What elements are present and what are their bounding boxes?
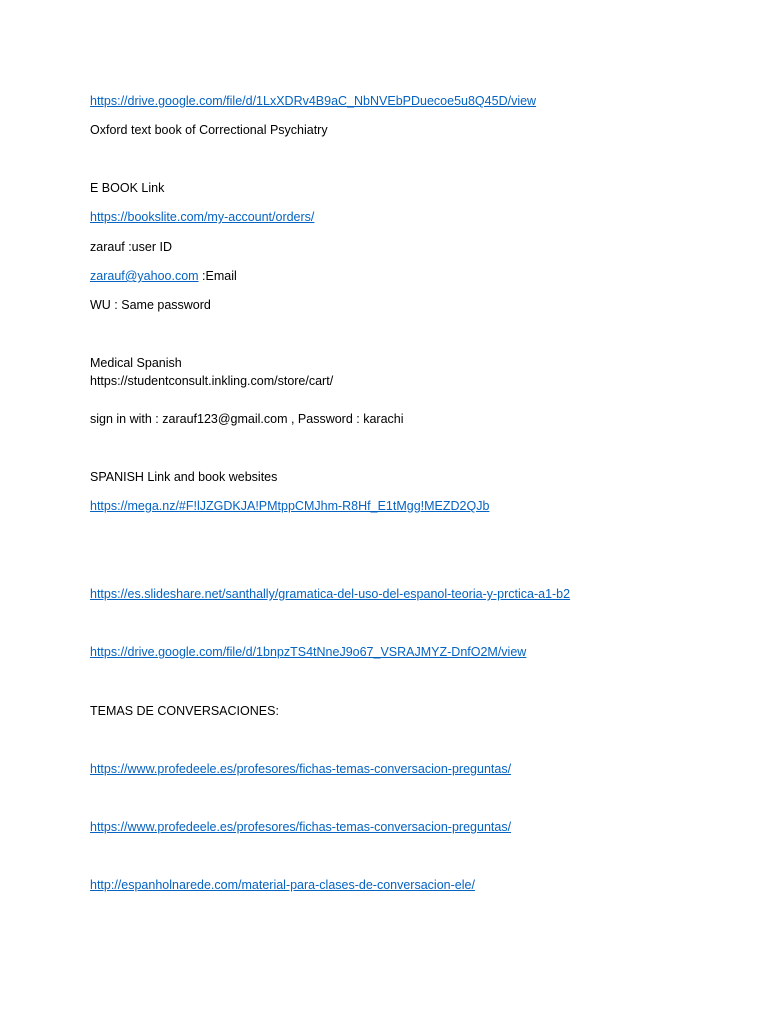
sign-in-text: sign in with : zarauf123@gmail.com , Password : karachi	[90, 412, 404, 426]
oxford-title: Oxford text book of Correctional Psychiatry	[90, 123, 328, 137]
user-id-text: zarauf :user ID	[90, 240, 172, 254]
slideshare-link[interactable]: https://es.slideshare.net/santhally/gramatica-del-uso-del-espanol-teoria-y-prctica-a1-b2	[90, 587, 571, 601]
email-suffix: :Email	[198, 269, 237, 283]
profedeele-link-1-line	[90, 761, 511, 777]
slideshare-link-line	[90, 586, 570, 602]
mega-link[interactable]: https://mega.nz/#F!lJZGDKJA!PMtppCMJhm-R8Hf_E1tMgg!MEZD2QJb	[90, 499, 490, 513]
drive-link-1[interactable]: https://drive.google.com/file/d/1LxXDRv4B9aC_NbNVEbPDuecoe5u8Q45D/view	[90, 94, 537, 108]
studentconsult-url-text: https://studentconsult.inkling.com/store/cart/	[90, 374, 334, 388]
spanish-heading: SPANISH Link and book websites	[90, 470, 278, 484]
medical-spanish-heading: Medical Spanish	[90, 356, 182, 370]
wu-password-text: WU : Same password	[90, 298, 211, 312]
email-line	[90, 268, 237, 284]
mega-link-line	[90, 498, 489, 514]
ebook-heading: E BOOK Link	[90, 181, 165, 195]
espanholnarede-link-line	[90, 877, 475, 893]
drive-link-1-line	[90, 93, 536, 109]
drive-link-2[interactable]: https://drive.google.com/file/d/1bnpzTS4tNneJ9o67_VSRAJMYZ-DnfO2M/view	[90, 645, 527, 659]
drive-link-2-line	[90, 644, 526, 660]
bookslite-link[interactable]: https://bookslite.com/my-account/orders/	[90, 210, 315, 224]
espanholnarede-link[interactable]: http://espanholnarede.com/material-para-clases-de-conversacion-ele/	[90, 878, 475, 892]
bookslite-link-line	[90, 209, 314, 225]
temas-heading: TEMAS DE CONVERSACIONES:	[90, 704, 279, 718]
profedeele-link-1[interactable]: https://www.profedeele.es/profesores/fichas-temas-conversacion-preguntas/	[90, 762, 512, 776]
profedeele-link-2[interactable]: https://www.profedeele.es/profesores/fichas-temas-conversacion-preguntas/	[90, 820, 512, 834]
email-link[interactable]: zarauf@yahoo.com	[90, 269, 199, 283]
profedeele-link-2-line	[90, 819, 511, 835]
